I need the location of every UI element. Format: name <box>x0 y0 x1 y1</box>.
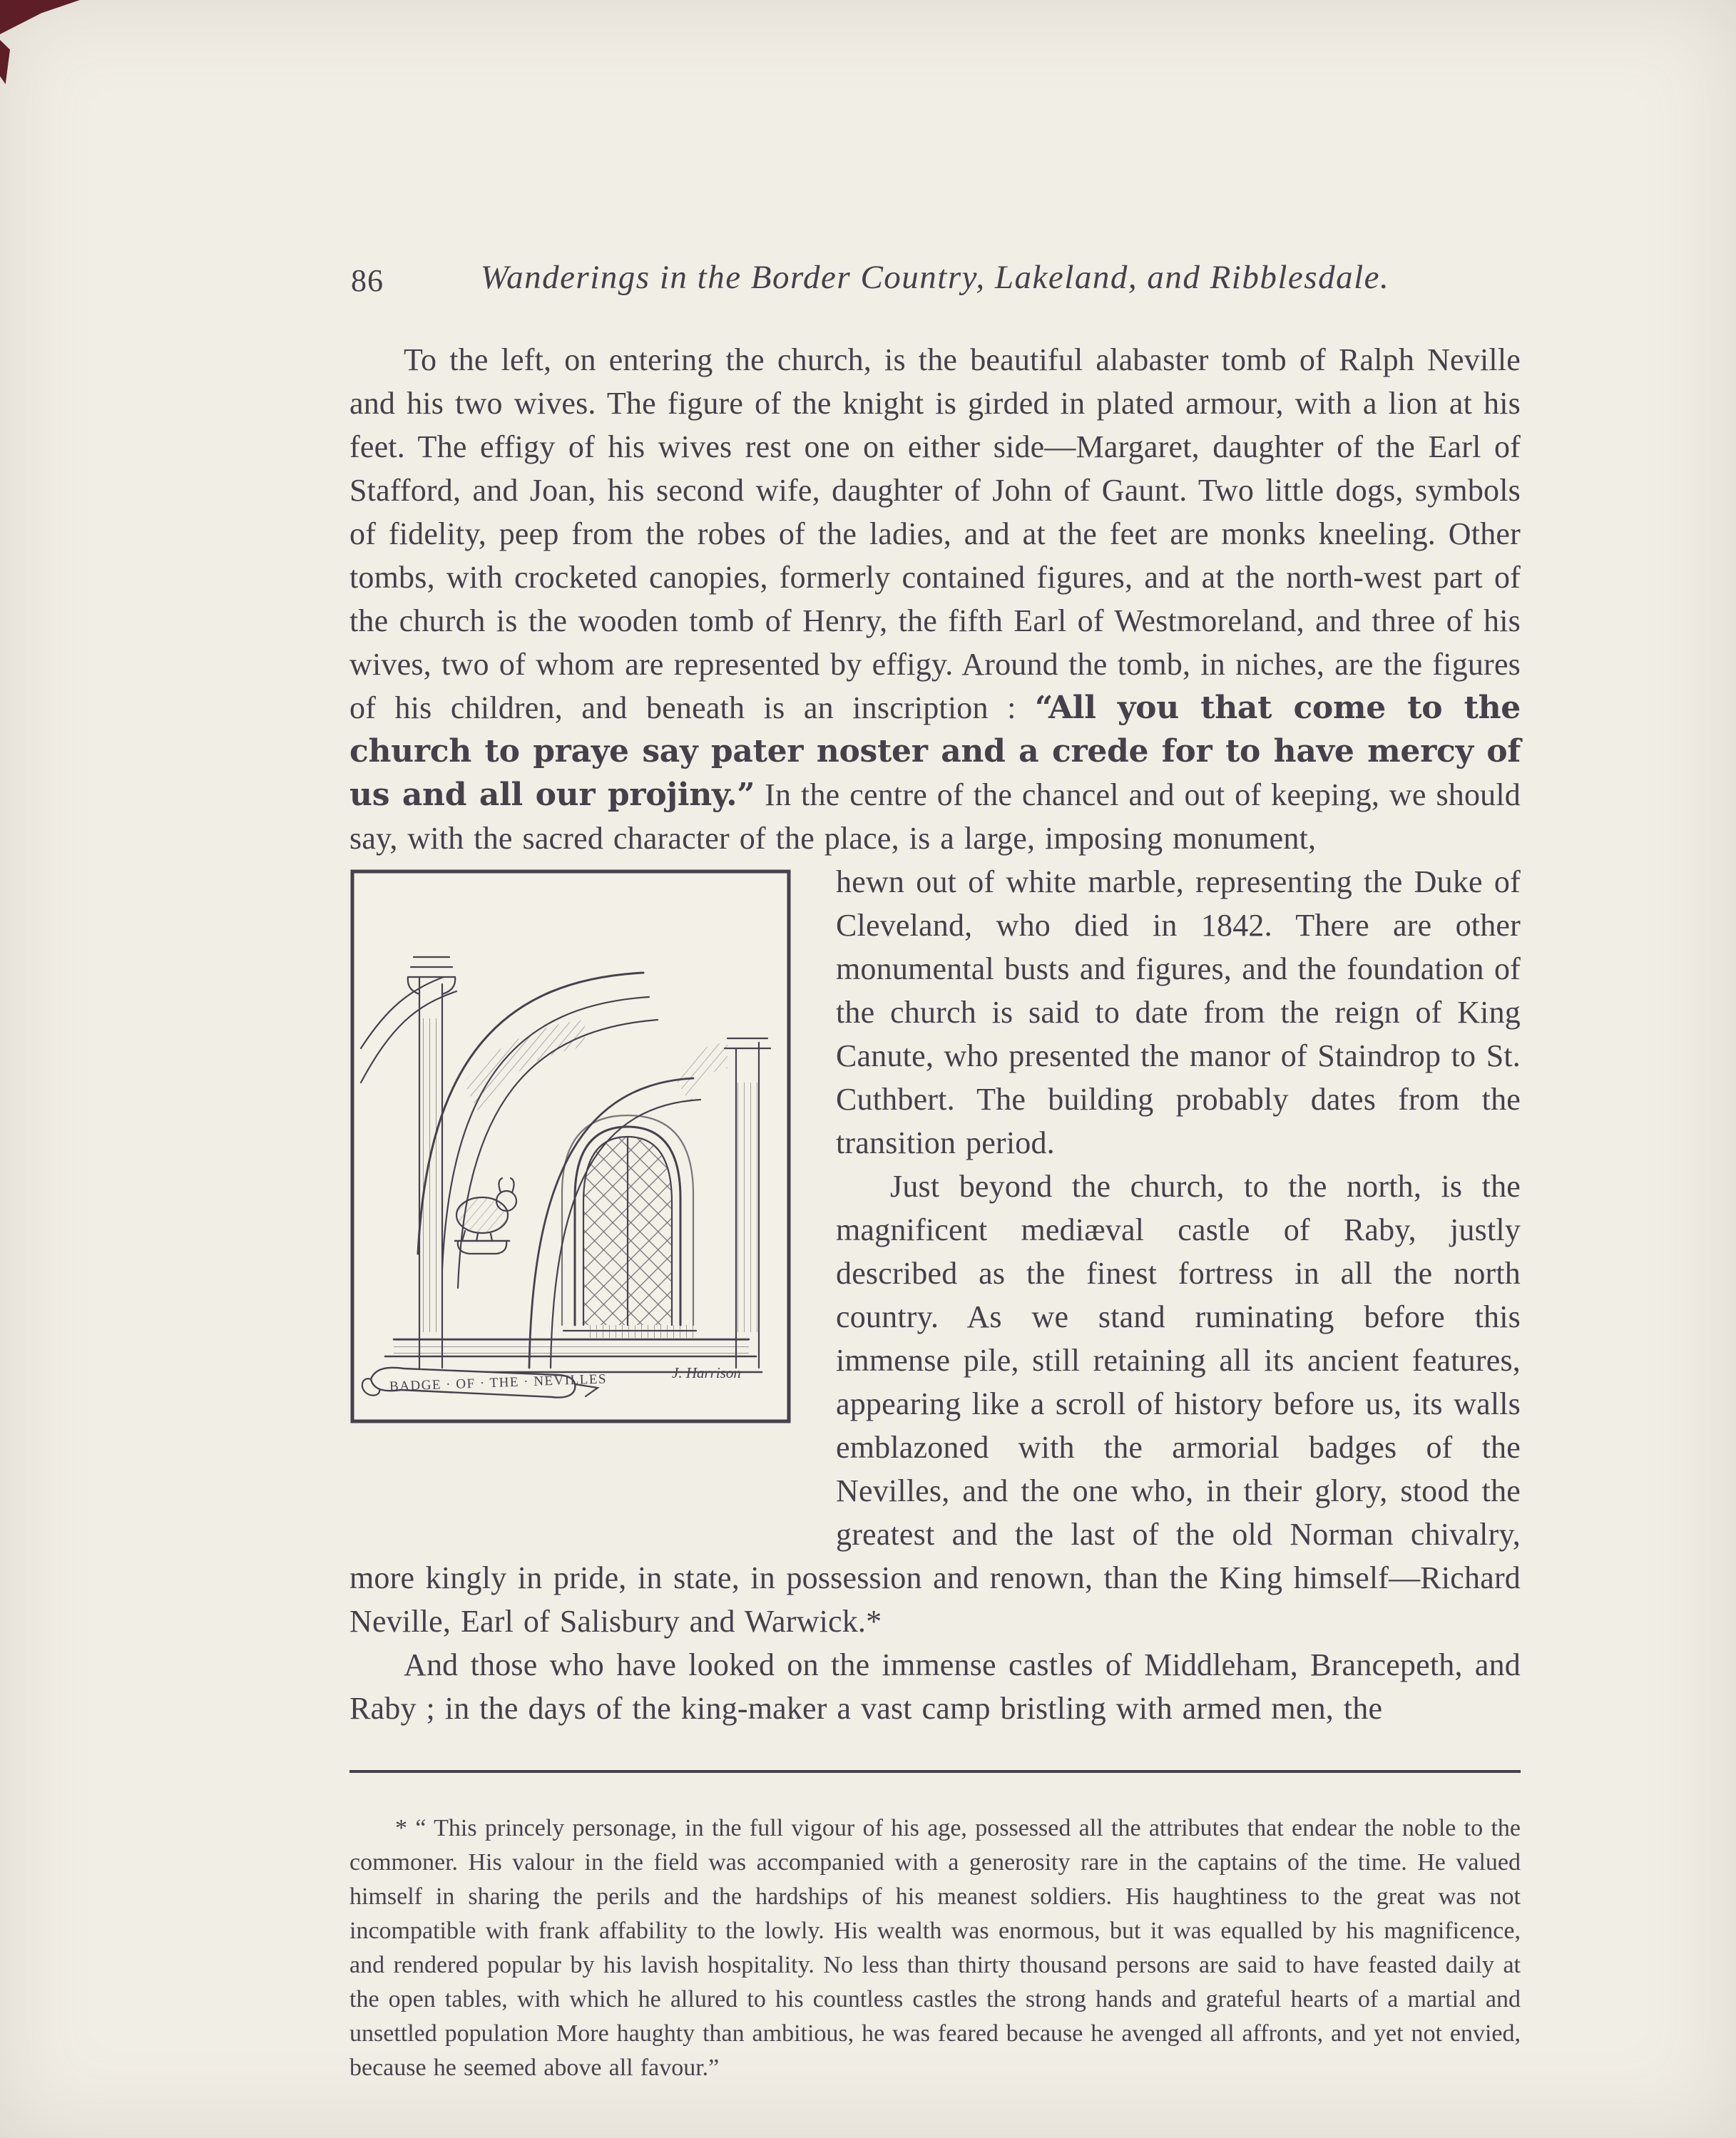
text-wrap-section <box>349 860 1521 1730</box>
page-header <box>349 258 1521 304</box>
church-interior-illustration <box>349 869 792 1424</box>
scan-artifact-edge <box>0 40 10 84</box>
paragraph-1-continued: hewn out of white marble, representing the Duke of Cleveland, who died in 1842. There are other monumental busts and figures, and the foundation of the church is said to date from the reign of King Canute, who presented the manor of Staindrop to St. Cuthbert. The building probably dates from the transition period. <box>836 864 1521 1160</box>
footnote-divider <box>349 1770 1521 1773</box>
running-title: Wanderings in the Border Country, Lakeland, and Ribblesdale. <box>480 259 1390 296</box>
scan-artifact-corner <box>0 0 80 34</box>
illustration-signature: J. Harrison <box>672 1364 741 1381</box>
inscription-blackletter: “All you that come to the church to praye say pater noster and a crede for to have mercy of us and all our projiny.” <box>349 690 1521 813</box>
illustration-caption: BADGE · OF · THE · NEVILLES <box>389 1371 608 1394</box>
page-number: 86 <box>351 263 384 298</box>
paragraph-2: Just beyond the church, to the north, is the magnificent mediæval castle of Raby, justly described as the finest fortress in all the north country. As we stand ruminating before this immense pile, still retaining all its ancient features, appearing like a scroll of history before us, its walls emblazoned with the armorial badges of the Nevilles, and the one who, in their glory, stood the greatest and the last of the old Norman chivalry, more kingly in pride, in state, in possession and renown, than the King himself—Richard Neville, Earl of Salisbury and Warwick.* <box>349 1169 1521 1639</box>
footnote-text: * “ This princely personage, in the full vigour of his age, possessed all the attributes that endear the noble to the commoner. His valour in the field was accompanied with a generosity rare in the captains of the time. He valued himself in sharing the perils and the hardships of his meanest soldiers. His haughtiness to the great was not incompatible with frank affability to the lowly. His wealth was enormous, but it was equalled by his magnificence, and rendered popular by his lavish hospitality. No less than thirty thousand persons are said to have feasted daily at the open tables, with which he allured to his countless castles the strong hands and grateful hearts of a martial and unsettled population More haughty than ambitious, he was feared because he avenged all affronts, and yet not envied, because he seemed above all favour.” <box>349 1815 1521 2081</box>
paragraph-1-tail: In the centre of the chancel and out of keeping, we should say, with the sacred character of the place, is a large, imposing monument, <box>349 777 1521 856</box>
paragraph-1 <box>349 338 1521 860</box>
page-content <box>349 258 1521 2085</box>
paragraph-1-head: To the left, on entering the church, is the beautiful alabaster tomb of Ralph Neville and his two wives. The figure of the knight is girded in plated armour, with a lion at his feet. The effigy of his wives rest one on either side—Margaret, daughter of the Earl of Stafford, and Joan, his second wife, daughter of John of Gaunt. Two little dogs, symbols of fidelity, peep from the robes of the ladies, and at the feet are monks kneeling. Other tombs, with crocketed canopies, formerly contained figures, and at the north-west part of the church is the wooden tomb of Henry, the fifth Earl of Westmoreland, and three of his wives, two of whom are represented by effigy. Around the tomb, in niches, are the figures of his children, and beneath is an inscription : <box>349 342 1521 725</box>
paragraph-3: And those who have looked on the immense castles of Middleham, Brancepeth, and Raby ; in the days of the king-maker a vast camp bristling with armed men, the <box>349 1647 1521 1726</box>
